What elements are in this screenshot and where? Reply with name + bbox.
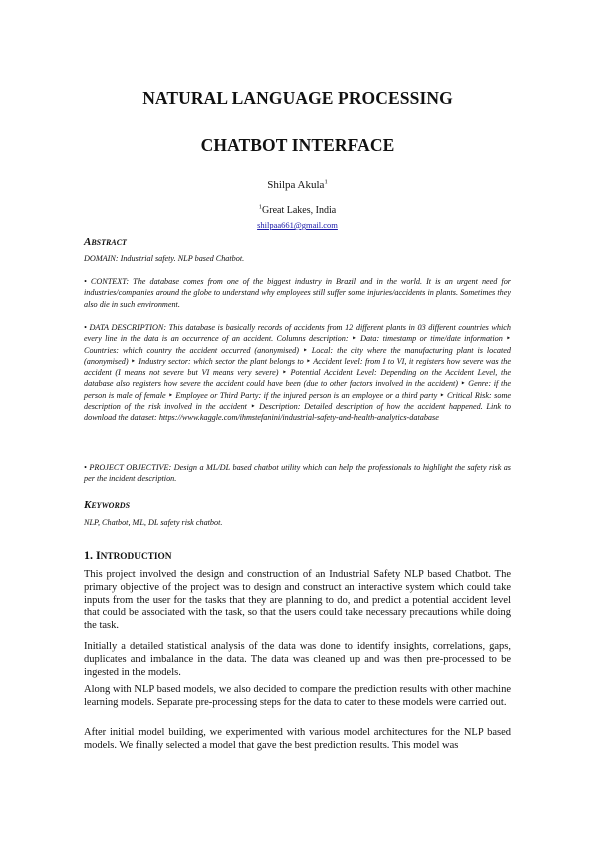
abstract-data-description: • DATA DESCRIPTION: This database is basically records of accidents from 12 different plants in 03 different countries which every line in the data is an occurrence of an accident. Columns description: ‣ Data: timestamp or time/date information ‣ Countries: which country the accident occurred (anonymised) ‣ Local: the city where the manufacturing plant is located (anonymised) ‣ Industry sector: which sector the plant belongs to ‣ Accident level: from I to VI, it registers how severe was the accident (I means not severe but VI means very severe) ‣ Potential Accident Level: Depending on the Accident Level, the database also registers how severe the accident could have been (due to other factors involved in the accident) ‣ Genre: if the person is male of female ‣ Employee or Third Party: if the injured person is an employee or a third party ‣ Critical Risk: some description of the risk involved in the accident ‣ Description: Detailed description of how the accident happened. Link to download the dataset: https://www.kaggle.com/ihmstefanini/industrial-safety-and-health-analytics-database — [84, 323, 511, 423]
email-link[interactable]: shilpaa661@gmail.com — [257, 220, 338, 230]
intro-paragraph-1: This project involved the design and construction of an Industrial Safety NLP based Chatbot. The primary objective of the project was to design and construct an interactive system which could take inputs from the user for the tasks that they are planning to do, and predict a potential accident level that could be associated with the task, so that the users could take necessary precautions while doing the task. — [84, 569, 511, 632]
keywords-text: NLP, Chatbot, ML, DL safety risk chatbot. — [84, 518, 223, 527]
intro-paragraph-4: After initial model building, we experimented with various model architectures for the NLP based models. We finally selected a model that gave the best prediction results. This model was — [84, 727, 511, 751]
abstract-heading: ABSTRACT — [84, 236, 127, 248]
abstract-domain: DOMAIN: Industrial safety. NLP based Chatbot. — [84, 254, 245, 263]
affiliation: $^1$Great Lakes, India — [258, 203, 337, 216]
keywords-heading: KEYWORDS — [84, 499, 131, 511]
abstract-project-objective: • PROJECT OBJECTIVE: Design a ML/DL based chatbot utility which can help the professionals to highlight the safety risk as per the incident description. — [84, 463, 511, 484]
author-email[interactable] — [84, 220, 511, 230]
affiliation-superscript: 1 — [258, 203, 263, 211]
author-superscript: 1 — [324, 178, 328, 186]
intro-paragraph-2: Initially a detailed statistical analysis of the data was done to identify insights, correlations, gaps, duplicates and imbalance in the data. The data was cleaned up and was then pre-processed to be ingested in the models. — [84, 641, 511, 678]
title-line-2: CHATBOT INTERFACE — [200, 135, 395, 155]
title-line-1: NATURAL LANGUAGE PROCESSING — [142, 88, 453, 108]
intro-paragraph-3: Along with NLP based models, we also decided to compare the prediction results with other machine learning models. Separate pre-processing steps for the data to cater to these models were carried out. — [84, 684, 511, 708]
abstract-context: • CONTEXT: The database comes from one of the biggest industry in Brazil and in the world. It is an urgent need for industries/companies around the globe to understand why employees still suffer some injuries/accidents in plants. Sometimes they also die in such environment. — [84, 277, 511, 309]
introduction-heading: 1. INTRODUCTION — [84, 548, 172, 562]
author-name: Shilpa Akula$^1$ — [267, 178, 328, 191]
